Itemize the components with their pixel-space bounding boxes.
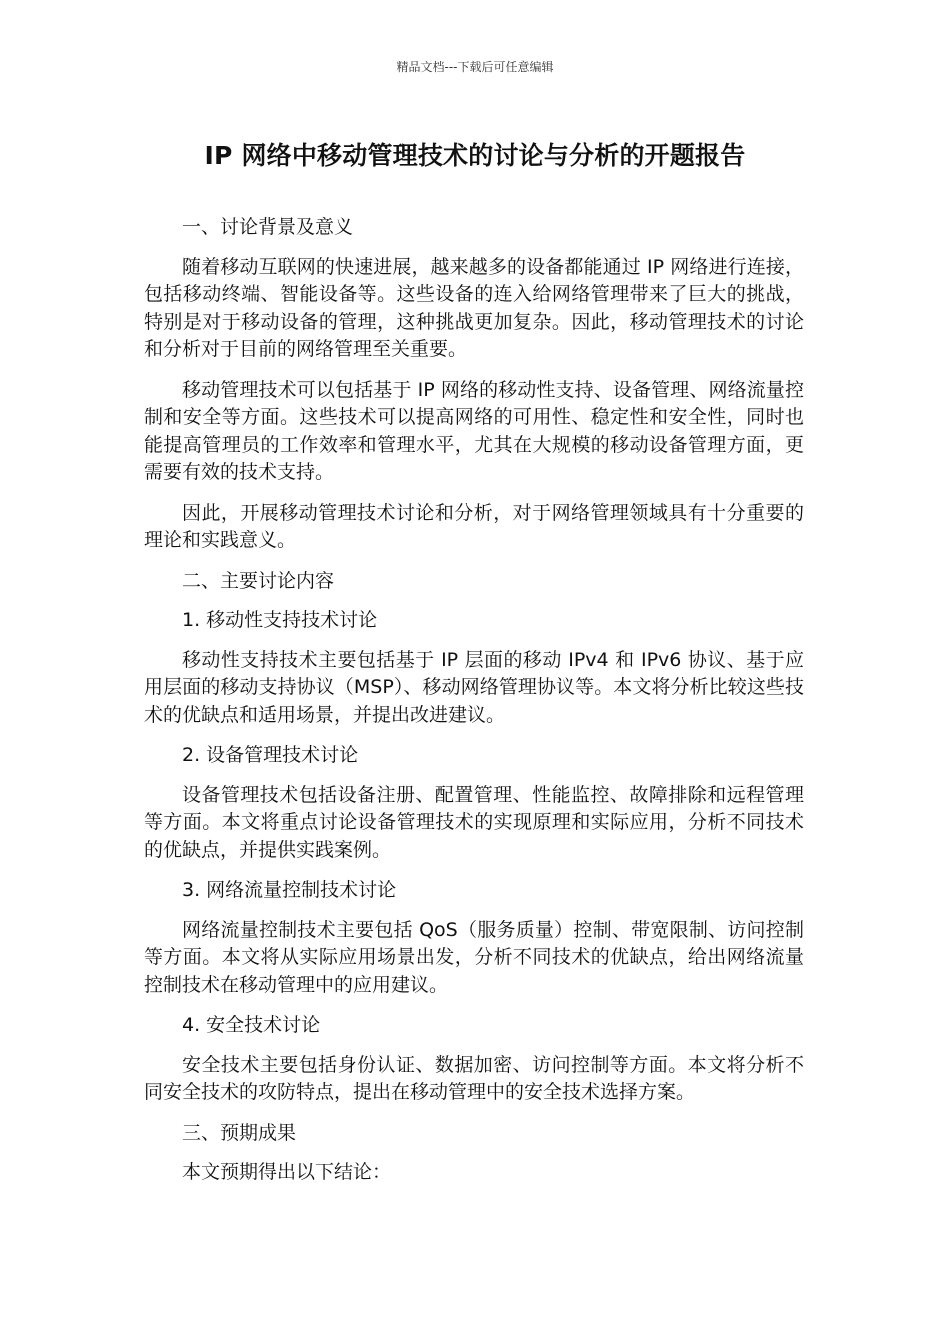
section-heading: 二、主要讨论内容 xyxy=(182,569,335,592)
body-paragraph: 设备管理技术包括设备注册、配置管理、性能监控、故障排除和远程管理等方面。本文将重点讨论设备管理技术的实现原理和实际应用，分析不同技术的优缺点，并提供实践案例。 xyxy=(144,783,804,861)
document-body xyxy=(144,214,804,1200)
body-paragraph: 因此，开展移动管理技术讨论和分析，对于网络管理领域具有十分重要的理论和实践意义。 xyxy=(144,501,804,551)
body-paragraph: 本文预期得出以下结论： xyxy=(182,1161,392,1183)
subsection-heading: 4. 安全技术讨论 xyxy=(182,1014,321,1036)
body-paragraph: 随着移动互联网的快速进展，越来越多的设备都能通过 IP 网络进行连接，包括移动终端、智能设备等。这些设备的连入给网络管理带来了巨大的挑战，特别是对于移动设备的管理，这种挑战更加复杂。因此，移动管理技术的讨论和分析对于目前的网络管理至关重要。 xyxy=(144,255,804,360)
section-heading: 三、预期成果 xyxy=(182,1121,297,1144)
subsection-heading: 1. 移动性支持技术讨论 xyxy=(182,609,378,631)
subsection-heading: 3. 网络流量控制技术讨论 xyxy=(182,879,397,901)
subsection-heading: 2. 设备管理技术讨论 xyxy=(182,744,359,766)
body-paragraph: 网络流量控制技术主要包括 QoS（服务质量）控制、带宽限制、访问控制等方面。本文将从实际应用场景出发，分析不同技术的优缺点，给出网络流量控制技术在移动管理中的应用建议。 xyxy=(144,918,804,996)
section-heading: 一、讨论背景及意义 xyxy=(182,216,354,238)
header-note: 精品文档---下载后可任意编辑 xyxy=(396,60,554,74)
document-title: IP 网络中移动管理技术的讨论与分析的开题报告 xyxy=(204,141,746,170)
body-paragraph: 移动性支持技术主要包括基于 IP 层面的移动 IPv4 和 IPv6 协议、基于应用层面的移动支持协议（MSP）、移动网络管理协议等。本文将分析比较这些技术的优缺点和适用场景，并提出改进建议。 xyxy=(144,648,804,726)
body-paragraph: 移动管理技术可以包括基于 IP 网络的移动性支持、设备管理、网络流量控制和安全等方面。这些技术可以提高网络的可用性、稳定性和安全性，同时也能提高管理员的工作效率和管理水平，尤其在大规模的移动设备管理方面，更需要有效的技术支持。 xyxy=(144,378,804,483)
body-paragraph: 安全技术主要包括身份认证、数据加密、访问控制等方面。本文将分析不同安全技术的攻防特点，提出在移动管理中的安全技术选择方案。 xyxy=(144,1053,804,1103)
